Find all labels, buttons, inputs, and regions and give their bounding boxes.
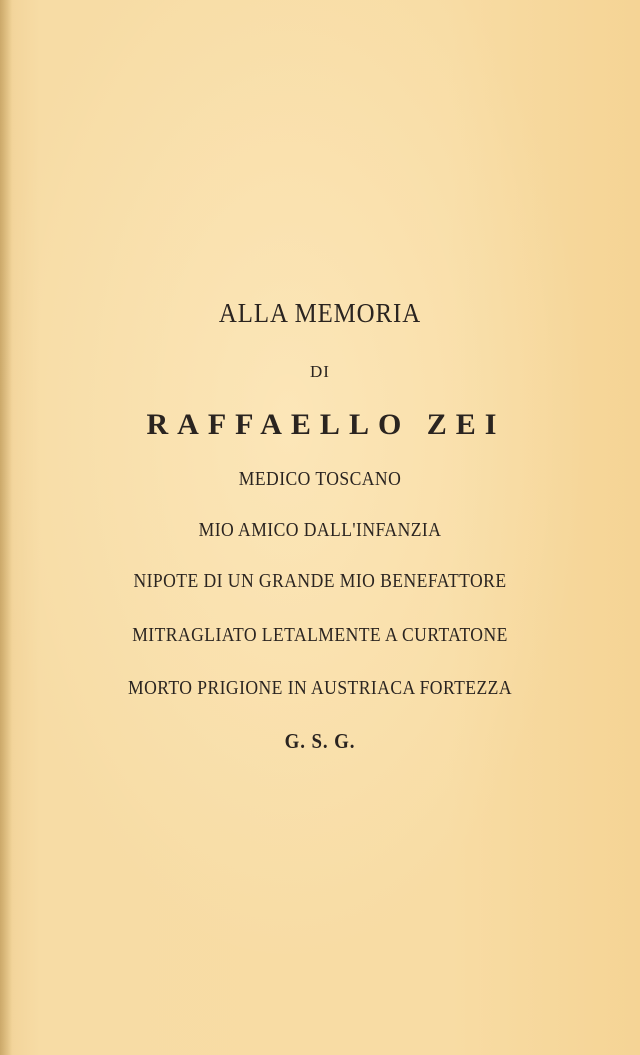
binding-shadow xyxy=(0,0,12,1055)
dedication-preposition: DI xyxy=(310,362,330,381)
dedication-line-death: MORTO PRIGIONE IN AUSTRIACA FORTEZZA xyxy=(127,677,512,699)
dedication-heading: ALLA MEMORIA xyxy=(218,298,422,328)
dedication-line-relation: NIPOTE DI UN GRANDE MIO BENEFATTORE xyxy=(133,570,507,592)
dedication-line-profession: MEDICO TOSCANO xyxy=(238,468,402,490)
dedicatee-name: RAFFAELLO ZEI xyxy=(146,408,506,441)
dedication-signature: G. S. G. xyxy=(284,729,356,753)
dedication-line-friendship: MIO AMICO DALL'INFANZIA xyxy=(198,519,442,541)
dedication-line-wounded: MITRAGLIATO LETALMENTE A CURTATONE xyxy=(132,624,508,646)
